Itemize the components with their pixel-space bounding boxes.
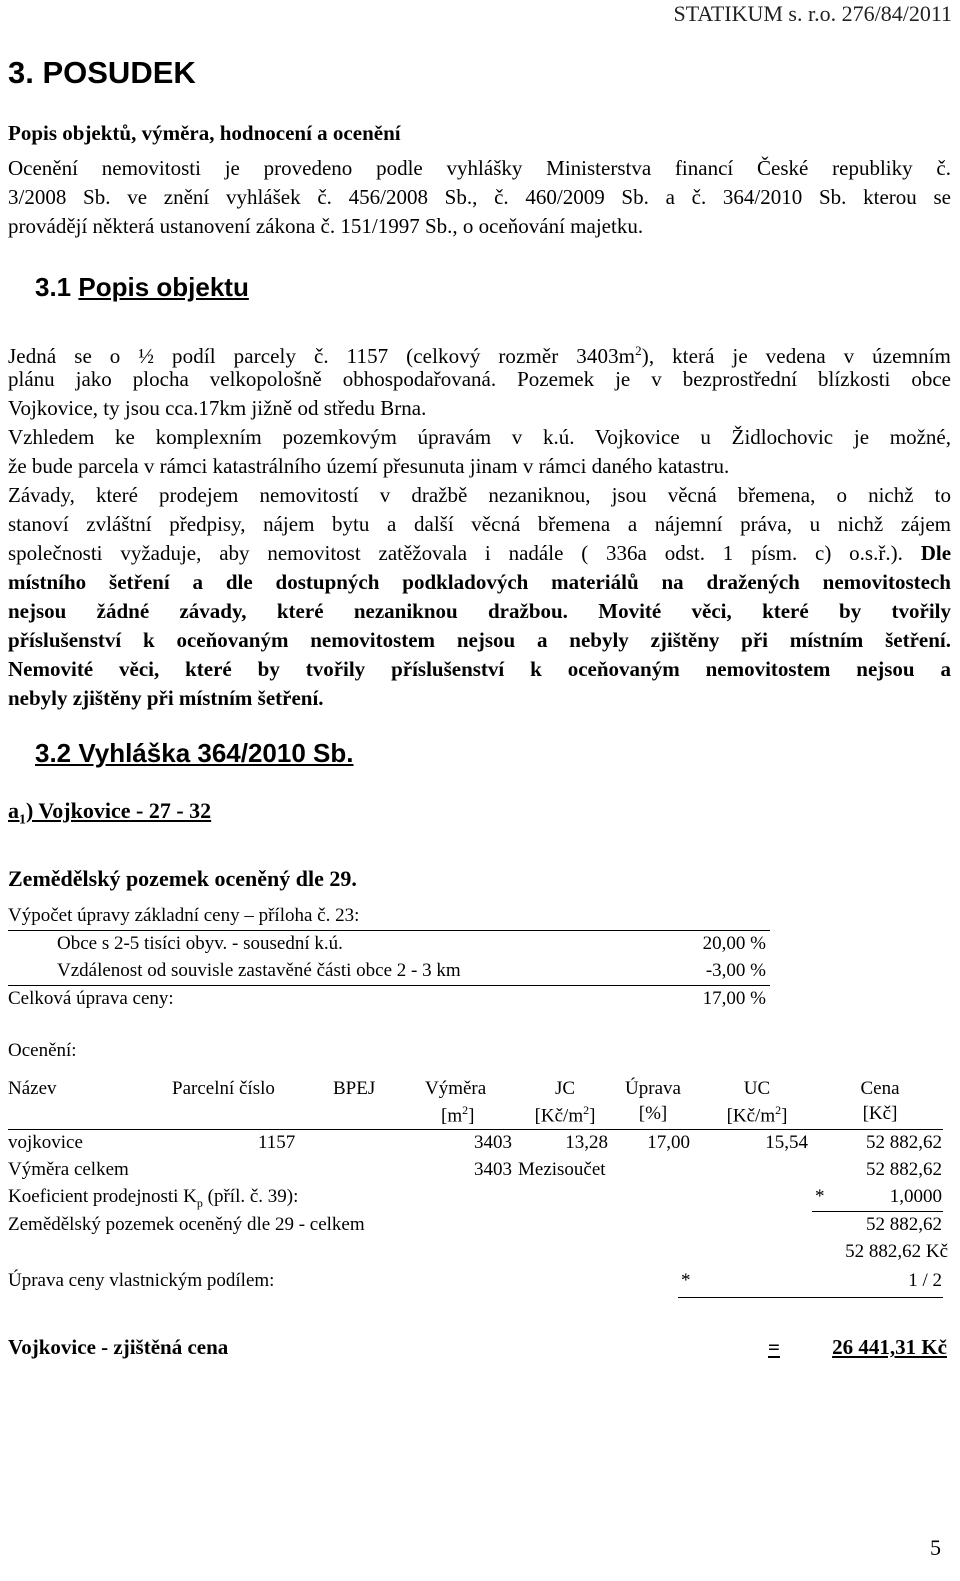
intro-line: 3/2008 Sb. ve znění vyhlášek č. 456/2008 Sb., č. 460/2009 Sb. a č. 364/2010 Sb. kterou se — [8, 185, 951, 209]
col-header: UC — [743, 1078, 771, 1099]
adjust-total-value: 17,00 % — [702, 988, 766, 1009]
share-star: * — [681, 1270, 691, 1291]
share-label: Úprava ceny vlastnickým podílem: — [8, 1270, 275, 1291]
desc-line: že bude parcela v rámci katastrálního území přesunuta jinam v rámci daného katastru. — [8, 454, 730, 478]
cell-uc: 15,54 — [765, 1132, 808, 1153]
col-header: Název — [8, 1078, 57, 1099]
heading-number: 3.1 — [35, 272, 72, 302]
section-3-2-heading: 3.2 Vyhláška 364/2010 Sb. — [35, 738, 354, 768]
adjust-row-value: 20,00 % — [702, 933, 766, 954]
col-header: BPEJ — [333, 1078, 376, 1099]
unit-uc: $[Kč/m^2]$ — [726, 1103, 788, 1127]
cell-uprava: 17,00 — [647, 1132, 690, 1153]
desc-line-bold: příslušenství k oceňovaným nemovitostem nejsou a nebyly zjištěny při místním šetření. — [8, 628, 951, 652]
adjust-row-label: Obce s 2-5 tisíci obyv. - sousední k.ú. — [57, 933, 343, 954]
item-heading: $a_1$) Vojkovice - 27 - 32 — [8, 798, 212, 828]
divider — [812, 1211, 943, 1212]
subtotal-value: 52 882,62 — [866, 1159, 942, 1180]
intro-line: Ocenění nemovitosti je provedeno podle vyhlášky Ministerstva financí České republiky č. — [8, 156, 951, 180]
adjust-row-value: -3,00 % — [705, 960, 766, 981]
col-header: Parcelní číslo — [172, 1078, 275, 1099]
desc-line: Vojkovice, ty jsou cca.17km jižně od středu Brna. — [8, 396, 427, 420]
desc-line: společnosti vyžaduje, aby nemovitost zatěžovala i nadále ( 336a odst. 1 písm. c) o.s.ř.). Dle — [8, 541, 952, 565]
col-header: Úprava — [625, 1078, 681, 1099]
result-eq: = — [768, 1335, 780, 1359]
adjust-row-label: Vzdálenost od souvisle zastavěné části obce 2 - 3 km — [57, 960, 461, 981]
desc-line-bold: nejsou žádné závady, které nezaniknou dražbou. Movité věci, které by tvořily — [8, 599, 951, 623]
page-number: 5 — [930, 1535, 941, 1560]
divider — [8, 930, 770, 931]
desc-line: Jedná se o ½ podíl parcely č. 1157 (celkový rozměr $3403m^2$), která je vedena v územním — [8, 343, 951, 368]
desc-line-bold: nebyly zjištěny při místním šetření. — [8, 686, 324, 710]
heading-text: Popis objektu — [78, 272, 249, 302]
section-title: 3. POSUDEK — [8, 55, 196, 90]
cell-cena: 52 882,62 — [866, 1132, 942, 1153]
intro-line: provádějí některá ustanovení zákona č. 151/1997 Sb., o oceňování majetku. — [8, 214, 644, 238]
cell-name: vojkovice — [8, 1132, 83, 1153]
desc-line-bold: Nemovité věci, které by tvořily příslušenství k oceňovaným nemovitostem nejsou a — [8, 657, 951, 681]
result-value: 26 441,31 Kč — [832, 1335, 947, 1359]
divider — [678, 1297, 943, 1298]
share-value: 1 / 2 — [908, 1270, 942, 1291]
unit-area: $[m^2]$ — [441, 1103, 475, 1127]
col-header: JC — [554, 1078, 576, 1099]
unit-cena: [Kč] — [862, 1103, 898, 1124]
desc-line: Závady, které prodejem nemovitostí v dražbě nezaniknou, jsou věcná břemena, o nichž to — [8, 483, 951, 507]
coef-value: 1,0000 — [889, 1186, 942, 1207]
area-total-label: Výměra celkem — [8, 1159, 129, 1180]
divider — [8, 1129, 943, 1130]
subtotal-label: Mezisoučet — [518, 1159, 606, 1180]
desc-line: Vzhledem ke komplexním pozemkovým úpravám v k.ú. Vojkovice u Židlochovic je možné, — [8, 425, 951, 449]
land-heading: Zemědělský pozemek oceněný dle 29. — [8, 866, 357, 891]
area-total-value: 3403 — [474, 1159, 512, 1180]
coef-label: Koeficient prodejnosti $K_p$ (příl. č. 39): — [8, 1186, 299, 1210]
subheading: Popis objektů, výměra, hodnocení a ocenění — [8, 121, 401, 145]
desc-line-bold: místního šetření a dle dostupných podkladových materiálů na dražených nemovitostech — [8, 570, 951, 594]
cell-parcel: 1157 — [258, 1132, 296, 1153]
firm-header: STATIKUM s. r.o. 276/84/2011 — [673, 1, 952, 26]
land-total-label: Zemědělský pozemek oceněný dle 29 - celkem — [8, 1214, 365, 1235]
land-total-kc: 52 882,62 Kč — [845, 1241, 948, 1262]
adjust-total-label: Celková úprava ceny: — [8, 988, 174, 1009]
cell-area: 3403 — [474, 1132, 512, 1153]
coef-star: * — [815, 1186, 825, 1207]
desc-line: stanoví zvláštní předpisy, nájem bytu a další věcná břemena a nájemní práva, u nichž zájem — [8, 512, 951, 536]
col-header: Výměra — [425, 1078, 487, 1099]
adjust-title: Výpočet úpravy základní ceny – příloha č. 23: — [8, 905, 360, 926]
unit-uprava: [%] — [638, 1103, 668, 1124]
result-label: Vojkovice - zjištěná cena — [8, 1335, 229, 1359]
superscript-2: 2 — [635, 343, 642, 358]
valuation-title: Ocenění: — [8, 1040, 77, 1061]
section-3-1-heading — [35, 272, 249, 303]
divider — [8, 985, 770, 986]
col-header: Cena — [860, 1078, 900, 1099]
land-total-value: 52 882,62 — [866, 1214, 942, 1235]
unit-jc: $[Kč/m^2]$ — [534, 1103, 596, 1127]
desc-line: plánu jako plocha velkopološně obhospodařovaná. Pozemek je v bezprostřední blízkosti obce — [8, 367, 951, 391]
cell-jc: 13,28 — [565, 1132, 608, 1153]
